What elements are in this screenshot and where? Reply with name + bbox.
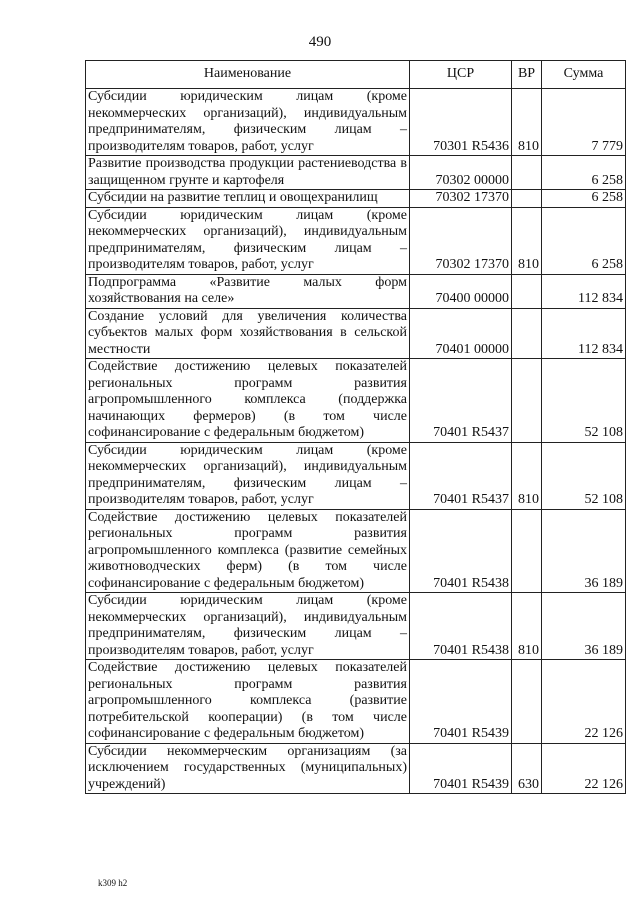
table-row <box>86 509 626 593</box>
row-sum: 52 108 <box>542 359 626 443</box>
table-row <box>86 89 626 156</box>
header-sum: Сумма <box>542 61 626 89</box>
header-csr: ЦСР <box>410 61 512 89</box>
row-sum: 112 834 <box>542 308 626 359</box>
row-name: Субсидии на развитие теплиц и овощехранилищ <box>86 190 410 208</box>
table-body <box>86 89 626 794</box>
row-vr <box>512 274 542 308</box>
row-csr: 70301 R5436 <box>410 89 512 156</box>
row-csr: 70401 R5437 <box>410 359 512 443</box>
table-row <box>86 359 626 443</box>
row-csr: 70401 R5437 <box>410 442 512 509</box>
row-csr: 70401 R5438 <box>410 509 512 593</box>
row-csr: 70302 17370 <box>410 207 512 274</box>
row-csr: 70302 17370 <box>410 190 512 208</box>
row-vr <box>512 509 542 593</box>
row-sum: 22 126 <box>542 660 626 744</box>
row-name: Содействие достижению целевых показателей региональных программ развития агропромышленного комплекса (развитие семейных животноводческих ферм) (в том числе софинансирование с федеральным бюджетом) <box>86 509 410 593</box>
row-sum: 36 189 <box>542 593 626 660</box>
row-csr: 70302 00000 <box>410 156 512 190</box>
row-name: Субсидии юридическим лицам (кроме некоммерческих организаций), индивидуальным предпринимателям, физическим лицам – производителям товаров, работ, услуг <box>86 89 410 156</box>
row-sum: 36 189 <box>542 509 626 593</box>
row-vr: 810 <box>512 207 542 274</box>
row-name: Субсидии юридическим лицам (кроме некоммерческих организаций), индивидуальным предпринимателям, физическим лицам – производителям товаров, работ, услуг <box>86 207 410 274</box>
table-row <box>86 308 626 359</box>
page-number: 490 <box>308 34 332 50</box>
budget-table <box>85 60 626 794</box>
row-name: Подпрограмма «Развитие малых форм хозяйствования на селе» <box>86 274 410 308</box>
row-vr: 810 <box>512 89 542 156</box>
row-csr: 70401 R5439 <box>410 743 512 794</box>
row-name: Содействие достижению целевых показателей региональных программ развития агропромышленного комплекса (поддержка начинающих фермеров) (в том числе софинансирование с федеральным бюджетом) <box>86 359 410 443</box>
table-row <box>86 190 626 208</box>
row-sum: 6 258 <box>542 156 626 190</box>
row-sum: 112 834 <box>542 274 626 308</box>
row-vr: 810 <box>512 442 542 509</box>
row-vr: 810 <box>512 593 542 660</box>
row-csr: 70400 00000 <box>410 274 512 308</box>
row-name: Развитие производства продукции растениеводства в защищенном грунте и картофеля <box>86 156 410 190</box>
row-name: Субсидии юридическим лицам (кроме некоммерческих организаций), индивидуальным предпринимателям, физическим лицам – производителям товаров, работ, услуг <box>86 593 410 660</box>
row-name: Субсидии юридическим лицам (кроме некоммерческих организаций), индивидуальным предпринимателям, физическим лицам – производителям товаров, работ, услуг <box>86 442 410 509</box>
row-vr: 630 <box>512 743 542 794</box>
row-vr <box>512 156 542 190</box>
row-vr <box>512 359 542 443</box>
header-vr: ВР <box>512 61 542 89</box>
row-vr <box>512 660 542 744</box>
row-vr <box>512 190 542 208</box>
table-header <box>86 61 626 89</box>
row-csr: 70401 00000 <box>410 308 512 359</box>
table-row <box>86 743 626 794</box>
row-sum: 52 108 <box>542 442 626 509</box>
row-sum: 22 126 <box>542 743 626 794</box>
row-name: Субсидии некоммерческим организациям (за исключением государственных (муниципальных) учреждений) <box>86 743 410 794</box>
row-name: Создание условий для увеличения количества субъектов малых форм хозяйствования в сельской местности <box>86 308 410 359</box>
table-row <box>86 660 626 744</box>
table-row <box>86 593 626 660</box>
row-csr: 70401 R5438 <box>410 593 512 660</box>
row-csr: 70401 R5439 <box>410 660 512 744</box>
row-sum: 6 258 <box>542 190 626 208</box>
row-sum: 6 258 <box>542 207 626 274</box>
header-row <box>86 61 626 89</box>
row-vr <box>512 308 542 359</box>
row-sum: 7 779 <box>542 89 626 156</box>
header-name: Наименование <box>86 61 410 89</box>
table-row <box>86 207 626 274</box>
footer-code: k309 h2 <box>98 878 128 888</box>
table-row <box>86 274 626 308</box>
table-row <box>86 156 626 190</box>
row-name: Содействие достижению целевых показателей региональных программ развития агропромышленного комплекса (развитие потребительской кооперации) (в том числе софинансирование с федеральным бюджетом) <box>86 660 410 744</box>
table-row <box>86 442 626 509</box>
